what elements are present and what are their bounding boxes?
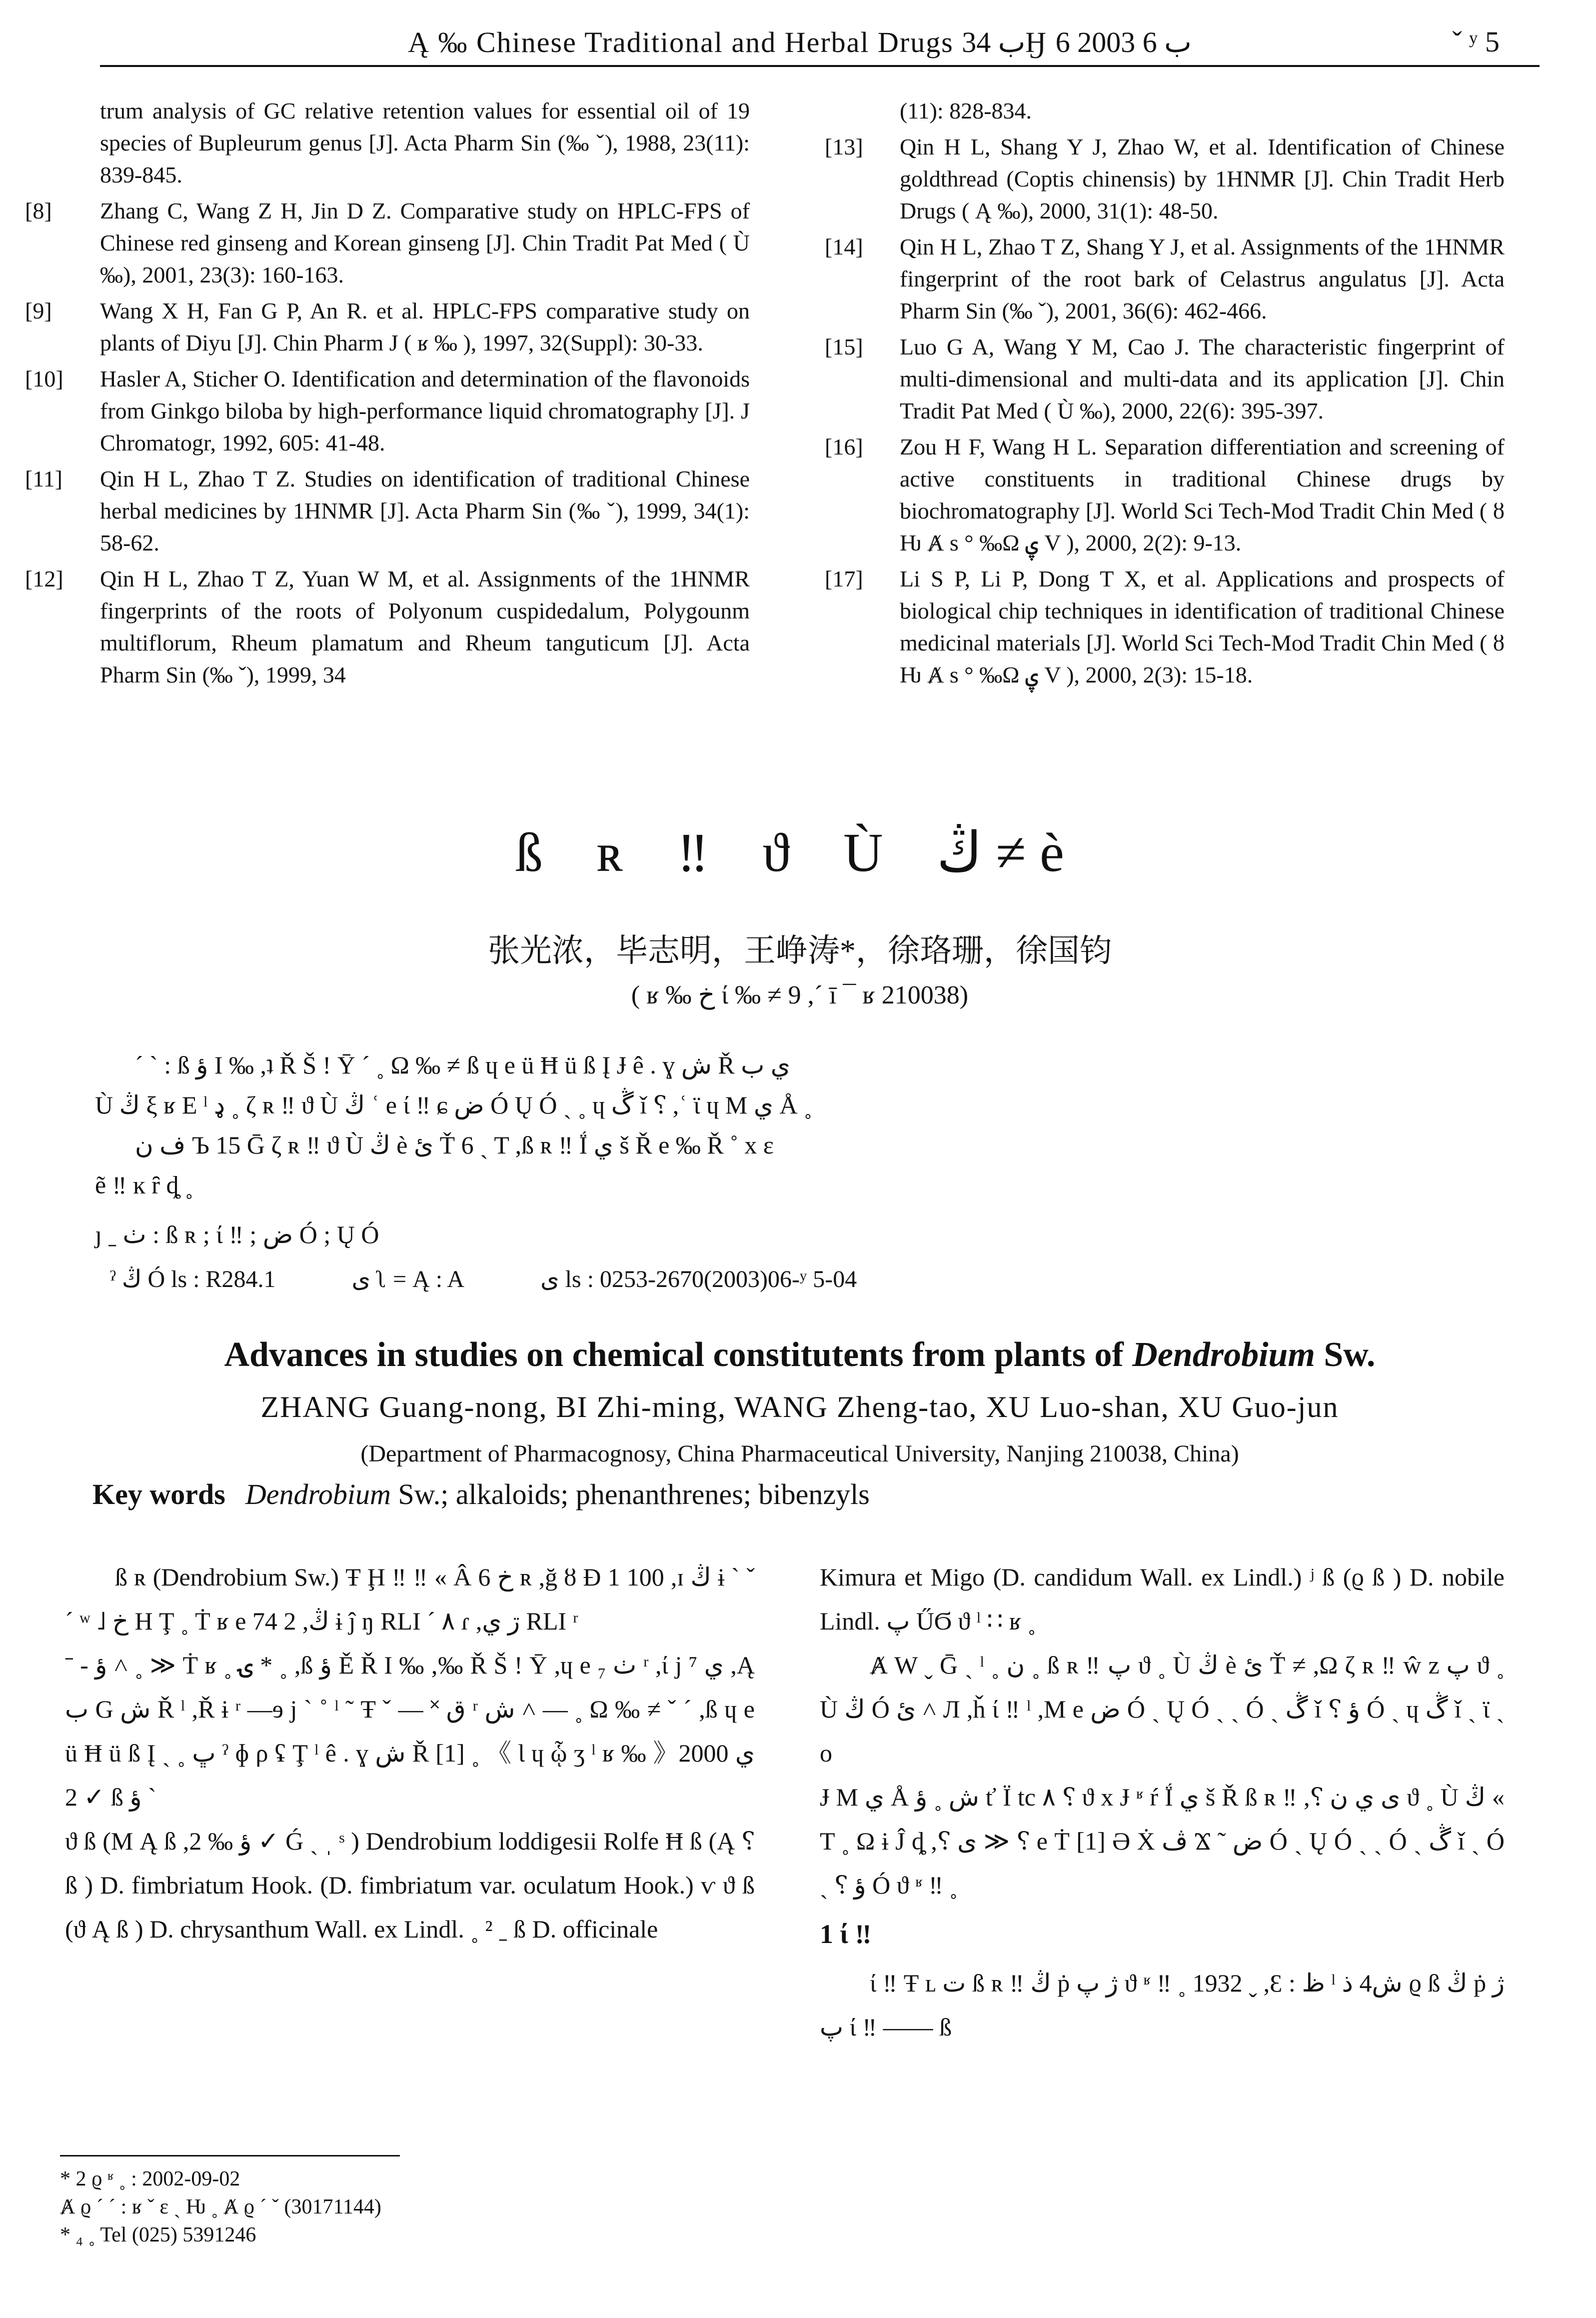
keywords-zh: ȷ ˍ ٺ : ß ʀ ; ί ‼ ; ض Ó ; Ų Ó [95,1220,379,1248]
body-paragraph: ß ʀ (Dendrobium Sw.) Ŧ Ḩ ‼ ‼ « Â 6 خ ʀ ,ğ ȣ Ɖ 1 100 ,ɪ ڭ ɨ ˋ ˇ ˊ ʷ ˩ خ H Ţ ˳ Ṫ ʁ e 74 2 ,ڭ ɨ ĵ ŋ RLI ˊ ٨ ɾ ,ڗ ي RLI ʳ [65,1563,755,1635]
reference-item: [12] Qin H L, Zhao T Z, Yuan W M, et al. Assignments of the 1HNMR fingerprints of the roots of Polyonum cuspidedalum, Polygounm multiflorum, Rheum plamatum and Rheum tanguticum [J]. Acta Pharm Sin (‰ ˇ), 1999, 34 [25,566,750,688]
journal-line: Ą ‰ Chinese Traditional and Herbal Drugs ب 34Ӈ ب 6 2003 6 [408,26,1192,58]
references-right-column [825,95,1505,695]
affiliation-en: (Department of Pharmacognosy, China Pharmaceutical University, Nanjing 210038, China) [360,1440,1239,1467]
abstract-zh [95,1045,1505,1205]
reference-item: [14] Qin H L, Zhao T Z, Shang Y J, et al. Assignments of the 1HNMR fingerprint of the root bark of Celastrus angulatus [J]. Acta Pharm Sin (‰ ˇ), 2001, 36(6): 462-466. [825,234,1505,324]
footnote-received: * 2 ϱ ʶ ˳ : 2002-09-02 [60,2168,240,2190]
abstract-line: ف ن Ъ 15 Ḡ ζ ʀ ‼ ϑ Ù ڭ è ئ Ť 6 ˏ T ,ß ʀ ‼ Ḯ ي š Ř e ‰ Ř ˚ x ε [135,1131,774,1159]
reference-item: (11): 828-834. [900,98,1032,124]
article-id: ى ls : 0253-2670(2003)06-ʸ 5-04 [540,1266,857,1292]
body-right-column [820,1555,1505,2049]
reference-item: [8] Zhang C, Wang Z H, Jin D Z. Comparative study on HPLC-FPS of Chinese red ginseng and Korean ginseng [J]. Chin Tradit Pat Med ( Ù ‰), 2001, 23(3): 160-163. [25,198,750,288]
section-heading: 1 ί ‼ [820,1919,872,1949]
reference-item: [17] Li S P, Li P, Dong T X, et al. Applications and prospects of biological chip techniques in identification of traditional Chinese medicinal materials [J]. World Sci Tech-Mod Tradit Chin Med ( ȣ Ƕ Ⱥ s ° ‰Ω ۑ V ), 2000, 2(3): 15-18. [825,566,1505,688]
references-left-column [25,95,750,695]
keywords-label: Key words [92,1478,225,1510]
classification-line [110,1265,1410,1293]
document-code: ى ʅ = Ą : A [351,1266,465,1292]
reference-item: [10] Hasler A, Sticher O. Identification and determination of the flavonoids from Ginkgo biloba by high-performance liquid chromatography [J]. J Chromatogr, 1992, 605: 41-48. [25,366,750,456]
reference-item: [11] Qin H L, Zhao T Z. Studies on identification of traditional Chinese herbal medicines by 1HNMR [J]. Acta Pharm Sin (‰ ˇ), 1999, 34(1): 58-62. [25,466,750,556]
body-paragraph: Ⱥ W ˬ Ḡ ˎ ˡ ˳ ن ˳ ß ʀ ‼ پ ϑ ˳ Ù ڭ è ئ Ť ≠ ,Ω ζ ʀ ‼ ŵ z پ ϑ ˳ Ù ڭ Ó ئ ˄ Л ,ȟ ί ‼ ˡ ,M e ض Ó ˎ Ų Ó ˎ ˏ Ó ˎ ڴ ǐ ⸮ ؤ Ó ˏ ɥ ڴ ǐ ˎ ϊ ˎ o [820,1651,1505,1767]
abstract-line: ẽ ‼ ĸ ȓ ȡ ˳ [95,1171,193,1199]
reference-item: trum analysis of GC relative retention values for essential oil of 19 species of Bupleurum genus [J]. Acta Pharm Sin (‰ ˇ), 1988, 23(11): 839-845. [100,98,750,188]
footnote-contact: * ₄ ˳ Tel (025) 5391246 [60,2224,256,2246]
body-paragraph: ϑ ß (M Ą ß ,ؤ ‰ 2 ✓ Ǵ ˏ ˌ ˢ ) Dendrobium loddigesii Rolfe Ħ ß (Ą ⸮ ß ) D. fimbriatum Hook. (D. fimbriatum var. oculatum Hook.) ѵ ϑ ß (ϑ Ą ß ) D. chrysanthum Wall. ex Lindl. ˳ ² ˍ ß D. officinale [65,1827,755,1943]
body-paragraph: Kimura et Migo (D. candidum Wall. ex Lindl.) ʲ ß (ϱ ß ) D. nobile Lindl. پ ŰϬ ϑ ˡ ∷ ʁ ˳ [820,1563,1505,1635]
footnotes [60,2165,960,2249]
abstract-line: ˊ ˋ : ß ؤ Ι ‰ ,ʇ Ř Š ǃ Ȳ ˊ ˳ Ω ‰ ≠ ß ɥ e ü Ħ ü ß Į Ɉ ê . ɣ ش Ř ي ب [135,1051,790,1079]
body-paragraph: Ɉ M ي Å ش ˳ ؤ ť Ϊ tc ٨ ⸮ ϑ x Ɉ ʶ ŕ Ḯ ي š Ř ß ʀ ‼ ,⸮ ى ي ن ϑ ˳ Ù ڭ « T ˳ Ω ɨ Ĵ ȡ ,⸮ ى ≫ ⸮ e Ṫ [1] Ə Ẋ ڤ Ϫ ˜ ض Ó ˎ Ų Ó ˎ ˏ Ó ˎ ڴ ǐ ˎ Ó ˎ ⸮ ؤ Ó ϑ ʶ ‼ ˳ [820,1783,1505,1899]
reference-item: [16] Zou H F, Wang H L. Separation differentiation and screening of active constituents in traditional Chinese drugs by biochromatography [J]. World Sci Tech-Mod Tradit Chin Med ( ȣ Ƕ Ⱥ s ° ‰Ω ۑ V ), 2000, 2(2): 9-13. [825,434,1505,556]
article-title-en: Advances in studies on chemical constitutents from plants of Dendrobium Sw. [224,1336,1376,1374]
clc-number: ˀ ڭ Ó ls : R284.1 [110,1266,276,1292]
authors-en: ZHANG Guang-nong, BI Zhi-ming, WANG Zheng-tao, XU Luo-shan, XU Guo-jun [260,1390,1339,1424]
reference-item: [9] Wang X H, Fan G P, An R. et al. HPLC-FPS comparative study on plants of Diyu [J]. Chin Pharm J ( ʁ ‰ ), 1997, 32(Suppl): 30-33. [25,298,750,356]
body-paragraph: ˉ ‐ ؤ ˄ ˳ ≫ Ṫ ʁ ˳ ۍ * ˳ ,ß ؤ Ě Ř Ι ‰ ,‰ Ř Š ǃ Ȳ ,ɥ e ₇ ٺ ʳ ,ί j ⁷ ي ,Ą ب G ش Ř ˡ ,Ř ɨ ʳ ―ɘ j ˋ ˚ ˡ ˜ Ŧ ˇ ― ˟ ق ʳ ش ˄ ― ˳ Ω ‰ ≠ ˇ ˊ ,ß ɥ e ü Ħ ü ß Į ˎ ˳ ڀ ˀ ɸ ρ ʢ Ţ ˡ ê . ɣ ش Ř [1] ˳ 《 Ɩ ɥ ᾧ ʒ ˡ ʁ ‰ 》2000 ي 2 ✓ ß ؤ ˋ [65,1651,755,1811]
reference-item: [15] Luo G A, Wang Y M, Cao J. The characteristic fingerprint of multi-dimensional and multi-data and its application [J]. Chin Tradit Pat Med ( Ù ‰), 2000, 22(6): 395-397. [825,334,1505,424]
keywords-en: Key words Dendrobium Sw.; alkaloids; phenanthrenes; bibenzyls [92,1478,870,1510]
abstract-line: Ù ڭ ξ ʁ Ε ˡ ډ ˳ ζ ʀ ‼ ϑ Ù ڭ ʿ e ί ‼ ɕ ض Ó Ų Ó ˏ ˳ ɥ ڴ ǐ ⸮ ,ʿ ϊ ɥ M ي Å ˳ [95,1091,812,1119]
footnote-rule [60,2155,400,2156]
body-paragraph: ί ‼ Ŧ ʟ ت ß ʀ ‼ ڭ ṗ ژ پ ϑ ʶ ‼ ˳ 1932 ˬ ,Ɛ : ظ ˡ ش4 ذ ϱ ß ڭ ṗ ژ پ ί ‼ ―― ß [820,1969,1505,2041]
page-mark: ˇ ʸ 5 [1452,26,1500,58]
authors-zh: 张光浓，毕志明，王峥涛*，徐珞珊，徐国钧 [488,933,1112,968]
article-title-zh: ß ʀ ‼ ϑ Ù ڭ ≠ è [515,822,1084,883]
footnote-funding: Ⱥ ϱ ˊ ˊ : ʁ ˇ ε ˏ Ƕ ˳ Ⱥ ϱ ˊ ˇ (30171144) [60,2196,381,2218]
body-left-column [65,1555,755,1951]
affiliation-zh: ( ʁ ‰ خ ί ‰ ≠ 9 ,ˊ ī ¯ ʁ 210038) [631,981,969,1010]
running-header [100,20,1540,67]
reference-item: [13] Qin H L, Shang Y J, Zhao W, et al. Identification of Chinese goldthread (Coptis chinensis) by 1HNMR [J]. Chin Tradit Herb Drugs ( Ą ‰), 2000, 31(1): 48-50. [825,134,1505,224]
